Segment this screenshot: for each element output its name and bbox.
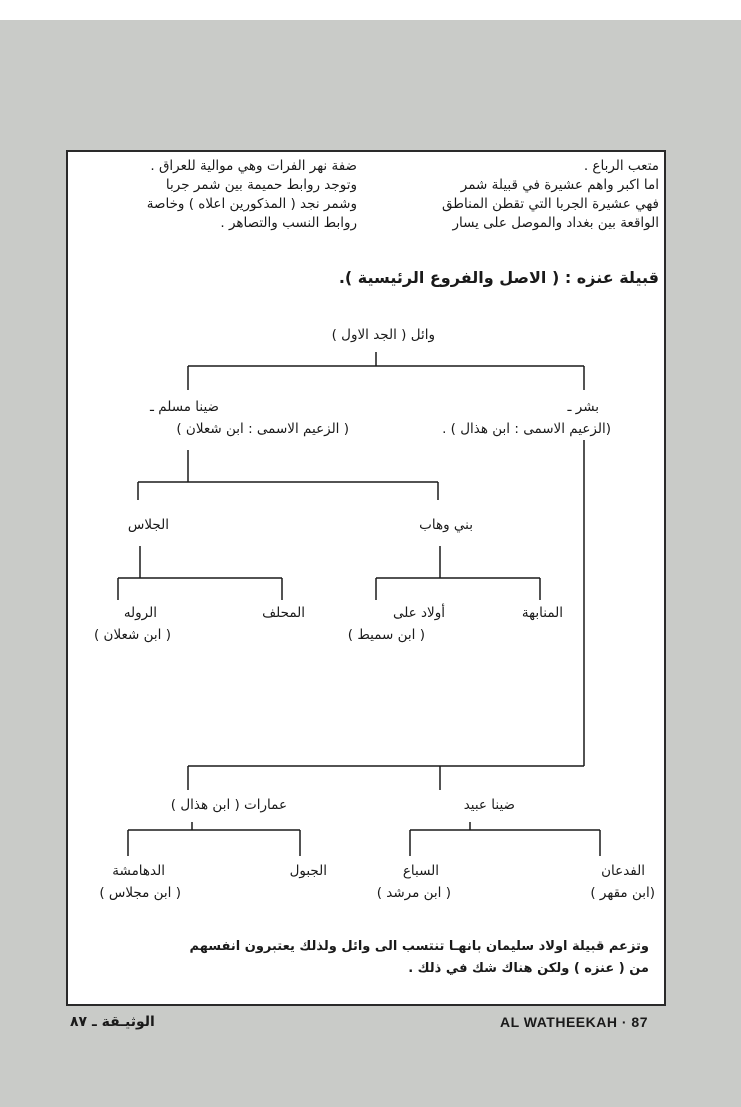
node-dahamishah: الدهامشة [112,863,165,879]
closing-paragraph [190,936,649,980]
node-jallas: الجلاس [127,517,169,533]
intro-right-line: فهي عشيرة الجربا التي تقطن المناطق [442,196,659,212]
node-bishr: بشر ـ [567,399,599,415]
footer-page-number-arabic: الوثيـقة ـ ٨٧ [70,1014,155,1030]
node-fudan-note: (ابن مقهر ) [590,885,655,901]
node-siba: السباع [402,863,439,879]
node-awlad-ali: أولاد على [392,605,445,621]
node-dhana-muslim-note: ( الزعيم الاسمى : ابن شعلان ) [176,421,349,437]
node-ruwalah: الروله [123,605,157,621]
intro-left-line: ضفة نهر الفرات وهي موالية للعراق . [150,158,357,174]
section-heading: قبيلة عنزه : ( الاصل والفروع الرئيسية ). [338,268,659,287]
intro-left-line: وتوجد روابط حميمة بين شمر جربا [165,177,357,193]
node-dahamishah-note: ( ابن مجلاس ) [99,885,181,901]
node-dhana-muslim: ضينا مسلم ـ [150,399,219,415]
closing-line: من ( عنزه ) ولكن هناك شك في ذلك . [408,961,649,976]
intro-left-line: روابط النسب والتصاهر . [220,215,357,231]
footer-page-number-latin: AL WATHEEKAH · 87 [500,1014,648,1030]
intro-left-line: وشمر نجد ( المذكورين اعلاه ) وخاصة [146,196,357,212]
node-bishr-note: (الزعيم الاسمى : ابن هذال ) . [442,421,611,437]
node-amarat: عمارات ( ابن هذال ) [170,797,287,813]
intro-right-line: الواقعة بين بغداد والموصل على يسار [452,215,659,231]
node-siba-note: ( ابن مرشد ) [376,885,451,901]
node-manabihah: المنابهة [521,605,563,621]
node-ruwalah-note: ( ابن شعلان ) [94,627,171,643]
node-jubul: الجبول [289,863,327,879]
node-muhalaf: المحلف [262,605,305,621]
node-bani-wahab: بني وهاب [419,517,473,533]
closing-line: وتزعم قبيلة اولاد سليمان بانهـا تنتسب الى وائل ولذلك يعتبرون انفسهم [189,939,649,954]
intro-right-line: متعب الرباع . [583,158,659,174]
node-dhana-ubaid: ضينا عبيد [463,797,515,813]
node-wail-root: وائل ( الجد الاول ) [331,327,435,343]
node-awlad-ali-note: ( ابن سميط ) [347,627,425,643]
node-fudan: الفدعان [601,863,645,879]
intro-right-line: اما اكبر واهم عشيرة في قبيلة شمر [460,177,659,193]
